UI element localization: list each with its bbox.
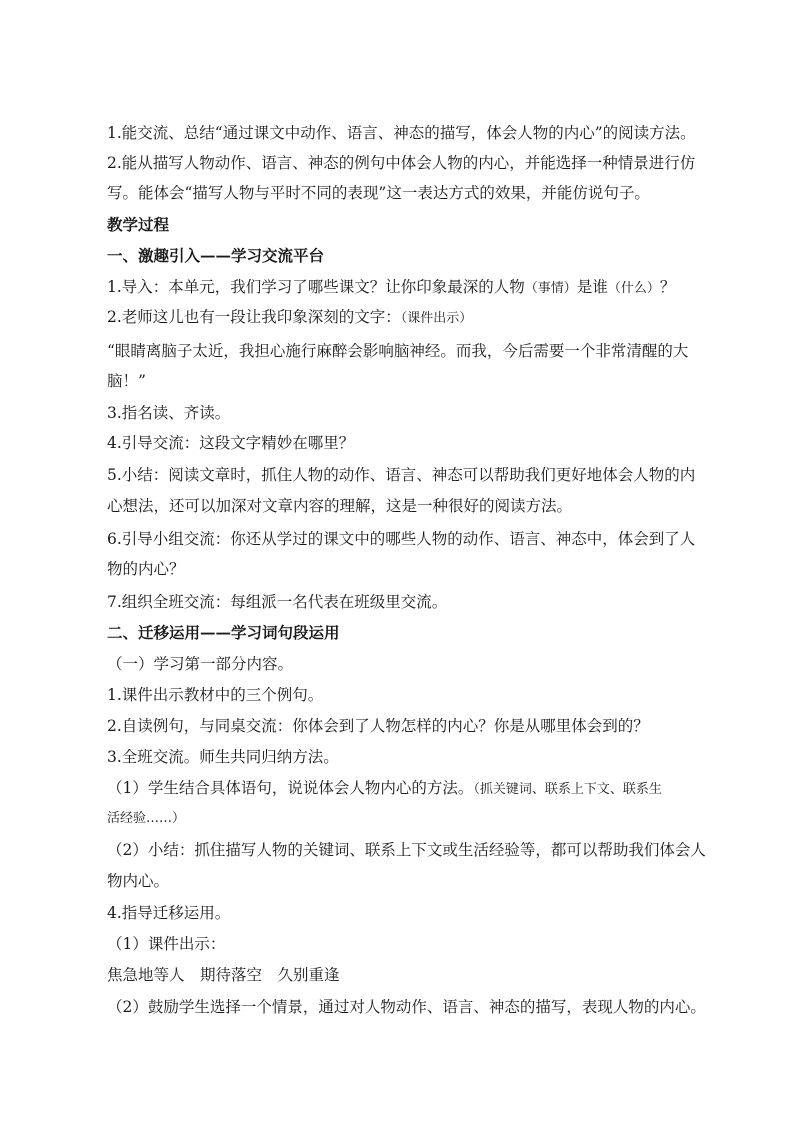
goal-1: 1.能交流、总结“通过课文中动作、语言、神态的描写，体会人物的内心”的阅读方法。	[107, 124, 696, 142]
task-3-1-note-cont: 活经验……）	[107, 811, 186, 826]
task-3-2-line-2: 物内心。	[107, 872, 170, 890]
task-3-1-text: （1）学生结合具体语句，说说体会人物内心的方法。	[107, 779, 474, 797]
step-3: 3.指名读、齐读。	[107, 404, 231, 422]
task-3-2-line-1: （2）小结：抓住描写人物的关键词、联系上下文或生活经验等，都可以帮助我们体会人	[107, 841, 706, 859]
task-4: 4.指导迁移运用。	[107, 904, 231, 922]
step-2-note: （课件出示）	[400, 311, 473, 326]
step-1-note-1: （事情）	[524, 281, 577, 296]
step-1-end: ？	[659, 278, 676, 296]
step-4: 4.引导交流：这段文字精妙在哪里？	[107, 434, 355, 452]
step-6-line-1: 6.引导小组交流：你还从学过的课文中的哪些人物的动作、语言、神态中，体会到了人	[107, 530, 696, 548]
step-1-note-2: （什么）	[607, 281, 660, 296]
step-5-line-1: 5.小结：阅读文章时，抓住人物的动作、语言、神态可以帮助我们更好地体会人物的内	[107, 466, 696, 484]
step-2-text: 2.老师这儿也有一段让我印象深刻的文字：	[107, 308, 401, 326]
part-1-heading: （一）学习第一部分内容。	[107, 655, 294, 673]
section-1-heading: 一、激趣引入——学习交流平台	[107, 246, 325, 265]
step-1	[107, 275, 675, 297]
task-3-1	[107, 776, 662, 798]
quote-line-1: “眼睛离脑子太近，我担心施行麻醉会影响脑神经。而我，今后需要一个非常清醒的大	[107, 342, 689, 360]
goal-2-line-1: 2.能从描写人物动作、语言、神态的例句中体会人物的内心，并能选择一种情景进行仿	[107, 154, 696, 172]
step-6-line-2: 物的内心？	[107, 560, 185, 578]
task-4-2: （2）鼓励学生选择一个情景，通过对人物动作、语言、神态的描写，表现人物的内心。	[107, 998, 706, 1016]
section-2-heading: 二、迁移运用——学习词句段运用	[107, 623, 340, 642]
step-5-line-2: 心想法，还可以加深对文章内容的理解，这是一种很好的阅读方法。	[107, 497, 573, 515]
task-2: 2.自读例句，与同桌交流：你体会到了人物怎样的内心？你是从哪里体会到的？	[107, 717, 649, 735]
step-1-mid: 是谁	[576, 278, 608, 296]
step-7: 7.组织全班交流：每组派一名代表在班级里交流。	[107, 593, 448, 611]
step-2	[107, 305, 472, 327]
task-3-1-note: （抓关键词、联系上下文、联系生	[473, 782, 662, 797]
task-3: 3.全班交流。师生共同归纳方法。	[107, 748, 339, 766]
process-heading: 教学过程	[107, 215, 170, 234]
goal-2-line-2: 写。能体会“描写人物与平时不同的表现”这一表达方式的效果，并能仿说句子。	[107, 184, 650, 202]
task-4-1: （1）课件出示：	[107, 935, 226, 953]
task-1: 1.课件出示教材中的三个例句。	[107, 686, 324, 704]
scene-list: 焦急地等人 期待落空 久别重逢	[107, 966, 340, 984]
step-1-text: 1.导入：本单元，我们学习了哪些课文？让你印象最深的人物	[107, 278, 525, 296]
quote-line-2: 脑！”	[107, 372, 146, 390]
